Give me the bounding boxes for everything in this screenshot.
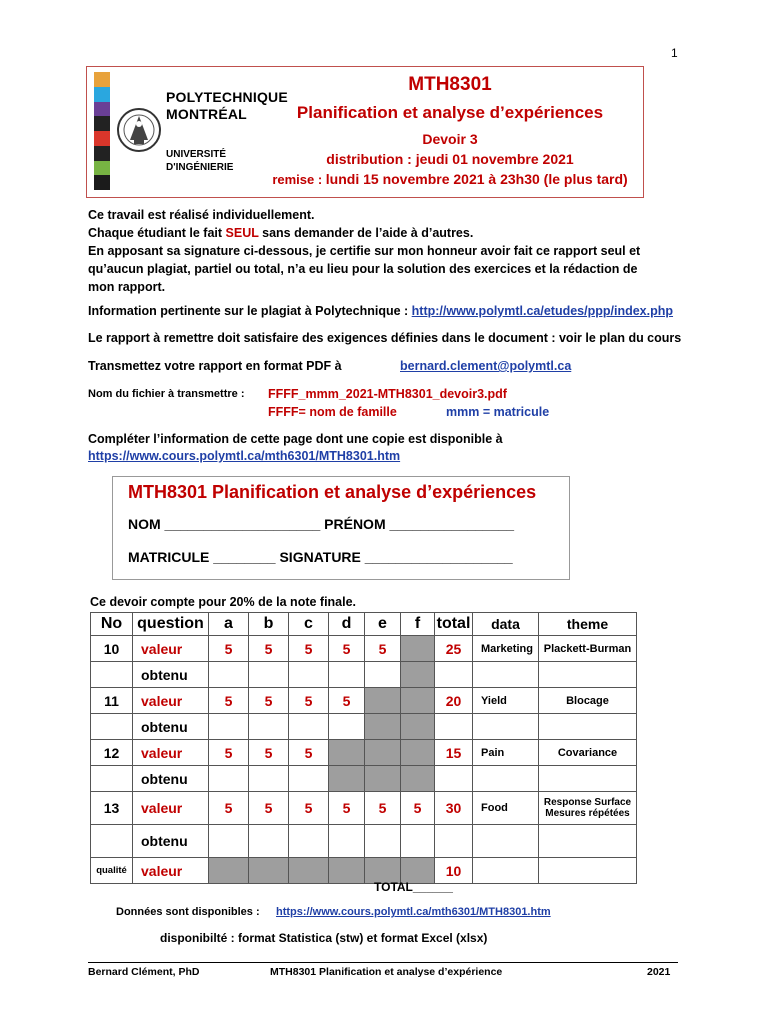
question-cell — [401, 766, 435, 792]
question-cell: 5 — [289, 688, 329, 714]
theme-cell: Response Surface Mesures répétées — [539, 792, 637, 825]
data-cell: Yield — [473, 688, 539, 714]
remise-date: remise : lundi 15 novembre 2021 à 23h30 (le plus tard) — [272, 171, 628, 187]
filename-ffff: FFFF= nom de famille — [268, 405, 397, 419]
logo-color-block — [94, 87, 110, 102]
logo-color-block — [94, 102, 110, 117]
data-cell: Marketing — [473, 636, 539, 662]
question-cell: 5 — [209, 688, 249, 714]
row-number: 12 — [91, 740, 133, 766]
page-number: 1 — [671, 46, 678, 60]
question-cell: 5 — [209, 792, 249, 825]
grade-note: Ce devoir compte pour 20% de la note finale. — [90, 595, 357, 609]
question-cell — [401, 714, 435, 740]
logo-color-block — [94, 131, 110, 146]
question-cell — [365, 714, 401, 740]
total-cell — [435, 662, 473, 688]
question-cell[interactable] — [209, 662, 249, 688]
question-cell — [365, 766, 401, 792]
data-cell: Pain — [473, 740, 539, 766]
question-cell[interactable] — [401, 825, 435, 858]
table-header-cell: d — [329, 613, 365, 636]
row-label: valeur — [133, 740, 209, 766]
row-label: valeur — [133, 636, 209, 662]
table-header-cell: c — [289, 613, 329, 636]
footer-divider — [88, 962, 678, 963]
question-cell[interactable] — [249, 766, 289, 792]
question-cell — [289, 858, 329, 884]
total-cell — [435, 825, 473, 858]
table-row — [91, 636, 637, 662]
question-cell: 5 — [289, 792, 329, 825]
question-cell — [329, 858, 365, 884]
data-cell — [473, 858, 539, 884]
question-cell[interactable] — [329, 825, 365, 858]
question-cell[interactable] — [289, 766, 329, 792]
table-header-cell: b — [249, 613, 289, 636]
footer-course: MTH8301 Planification et analyse d’expérience — [270, 966, 503, 978]
table-row — [91, 662, 637, 688]
question-cell: 5 — [365, 792, 401, 825]
question-cell[interactable] — [249, 714, 289, 740]
total-cell — [435, 766, 473, 792]
theme-cell — [539, 858, 637, 884]
row-number — [91, 714, 133, 740]
row-number: 10 — [91, 636, 133, 662]
table-row — [91, 766, 637, 792]
theme-cell: Covariance — [539, 740, 637, 766]
row-number — [91, 662, 133, 688]
table-header-cell: total — [435, 613, 473, 636]
question-cell: 5 — [249, 688, 289, 714]
question-cell — [249, 858, 289, 884]
question-cell: 5 — [209, 740, 249, 766]
theme-cell — [539, 766, 637, 792]
table-header-cell: No — [91, 613, 133, 636]
email-link[interactable]: bernard.clement@polymtl.ca — [400, 359, 572, 373]
completer-link[interactable]: https://www.cours.polymtl.ca/mth6301/MTH8301.htm — [88, 449, 401, 463]
logo-subtitle: UNIVERSITÉ D'INGÉNIERIE — [166, 149, 234, 173]
question-cell[interactable] — [329, 714, 365, 740]
question-cell — [209, 858, 249, 884]
row-label: valeur — [133, 792, 209, 825]
filename-mmm: mmm = matricule — [446, 405, 550, 419]
question-cell: 5 — [329, 792, 365, 825]
table-row — [91, 740, 637, 766]
form-nom-prenom[interactable]: NOM ____________________ PRÉNOM ________________ — [128, 516, 515, 532]
question-cell[interactable] — [209, 825, 249, 858]
filename-label: Nom du fichier à transmettre : — [88, 388, 245, 400]
question-cell[interactable] — [329, 662, 365, 688]
intro-text: Ce travail est réalisé individuellement. Chaque étudiant le fait SEUL sans demander de l’aide à d’autres. En apposant sa signature ci-dessous, je certifie sur mon honneur avoir fait ce rapport seul et qu’aucun plagiat, partiel ou total, n’a eu lieu pour la solution des exercices et la rédaction de mon rapport. — [88, 208, 641, 294]
data-cell — [473, 825, 539, 858]
theme-cell — [539, 825, 637, 858]
table-header-cell: theme — [539, 613, 637, 636]
question-cell: 5 — [249, 740, 289, 766]
transmit-label: Transmettez votre rapport en format PDF à — [88, 359, 342, 373]
row-label: obtenu — [133, 714, 209, 740]
form-title: MTH8301 Planification et analyse d’expériences — [128, 482, 537, 502]
question-cell[interactable] — [365, 662, 401, 688]
question-cell[interactable] — [209, 766, 249, 792]
logo-color-bar — [94, 72, 110, 190]
question-cell[interactable] — [289, 825, 329, 858]
data-cell — [473, 714, 539, 740]
question-cell — [401, 636, 435, 662]
theme-cell: Blocage — [539, 688, 637, 714]
university-seal-icon — [116, 80, 162, 180]
total-cell: 20 — [435, 688, 473, 714]
exigences-text: Le rapport à remettre doit satisfaire des exigences définies dans le document : voir le plan du cours — [88, 331, 682, 345]
row-number: qualité — [91, 858, 133, 884]
row-label: obtenu — [133, 766, 209, 792]
data-cell: Food — [473, 792, 539, 825]
theme-cell: Plackett-Burman — [539, 636, 637, 662]
question-cell — [401, 688, 435, 714]
donnees-label: Données sont disponibles : — [116, 906, 260, 918]
table-header-cell: a — [209, 613, 249, 636]
row-label: obtenu — [133, 662, 209, 688]
logo-color-block — [94, 175, 110, 190]
question-cell: 5 — [329, 636, 365, 662]
question-cell — [365, 740, 401, 766]
row-label: obtenu — [133, 825, 209, 858]
question-cell[interactable] — [289, 662, 329, 688]
table-row — [91, 714, 637, 740]
filename-value: FFFF_mmm_2021-MTH8301_devoir3.pdf — [268, 387, 507, 401]
total-cell — [435, 714, 473, 740]
row-label: valeur — [133, 858, 209, 884]
total-cell: 15 — [435, 740, 473, 766]
logo-color-block — [94, 72, 110, 87]
plagiat-info: Information pertinente sur le plagiat à Polytechnique : http://www.polymtl.ca/etudes/ppp/index.php — [88, 304, 674, 318]
question-cell[interactable] — [289, 714, 329, 740]
course-title: Planification et analyse d’expériences — [296, 103, 604, 122]
table-row — [91, 825, 637, 858]
form-matricule-signature[interactable]: MATRICULE ________ SIGNATURE ___________________ — [128, 549, 513, 565]
table-row — [91, 792, 637, 825]
question-cell: 5 — [249, 636, 289, 662]
question-cell[interactable] — [249, 662, 289, 688]
question-cell: 5 — [289, 740, 329, 766]
row-number: 13 — [91, 792, 133, 825]
donnees-link[interactable]: https://www.cours.polymtl.ca/mth6301/MTH8301.htm — [276, 906, 551, 918]
grading-table — [90, 612, 637, 884]
question-cell[interactable] — [249, 825, 289, 858]
total-cell: 30 — [435, 792, 473, 825]
logo-color-block — [94, 116, 110, 131]
footer-author: Bernard Clément, PhD — [88, 966, 200, 978]
data-cell — [473, 662, 539, 688]
question-cell — [365, 688, 401, 714]
row-number — [91, 825, 133, 858]
plagiat-link[interactable]: http://www.polymtl.ca/etudes/ppp/index.php — [411, 304, 674, 318]
question-cell: 5 — [249, 792, 289, 825]
total-cell: 10 — [435, 858, 473, 884]
course-code: MTH8301 — [408, 74, 492, 95]
question-cell — [401, 740, 435, 766]
question-cell[interactable] — [365, 825, 401, 858]
footer-year: 2021 — [647, 966, 671, 978]
table-header-cell: question — [133, 613, 209, 636]
question-cell: 5 — [329, 688, 365, 714]
question-cell[interactable] — [209, 714, 249, 740]
total-line: TOTAL______ — [374, 880, 453, 894]
devoir-label: Devoir 3 — [422, 131, 478, 147]
question-cell: 5 — [401, 792, 435, 825]
theme-cell — [539, 662, 637, 688]
data-cell — [473, 766, 539, 792]
table-header-cell: data — [473, 613, 539, 636]
logo-color-block — [94, 146, 110, 161]
logo-color-block — [94, 161, 110, 176]
question-cell — [401, 662, 435, 688]
row-number — [91, 766, 133, 792]
distribution-date: distribution : jeudi 01 novembre 2021 — [326, 151, 574, 167]
theme-cell — [539, 714, 637, 740]
logo-wordmark: POLYTECHNIQUE MONTRÉAL — [166, 89, 288, 122]
table-row — [91, 688, 637, 714]
question-cell: 5 — [289, 636, 329, 662]
disponibilite-text: disponibilté : format Statistica (stw) et format Excel (xlsx) — [160, 931, 488, 945]
question-cell — [329, 766, 365, 792]
question-cell: 5 — [209, 636, 249, 662]
total-cell: 25 — [435, 636, 473, 662]
row-number: 11 — [91, 688, 133, 714]
table-header-cell: e — [365, 613, 401, 636]
question-cell: 5 — [365, 636, 401, 662]
completer-text: Compléter l’information de cette page dont une copie est disponible à — [88, 432, 503, 446]
table-header-cell: f — [401, 613, 435, 636]
table-row — [91, 858, 637, 884]
question-cell — [329, 740, 365, 766]
row-label: valeur — [133, 688, 209, 714]
